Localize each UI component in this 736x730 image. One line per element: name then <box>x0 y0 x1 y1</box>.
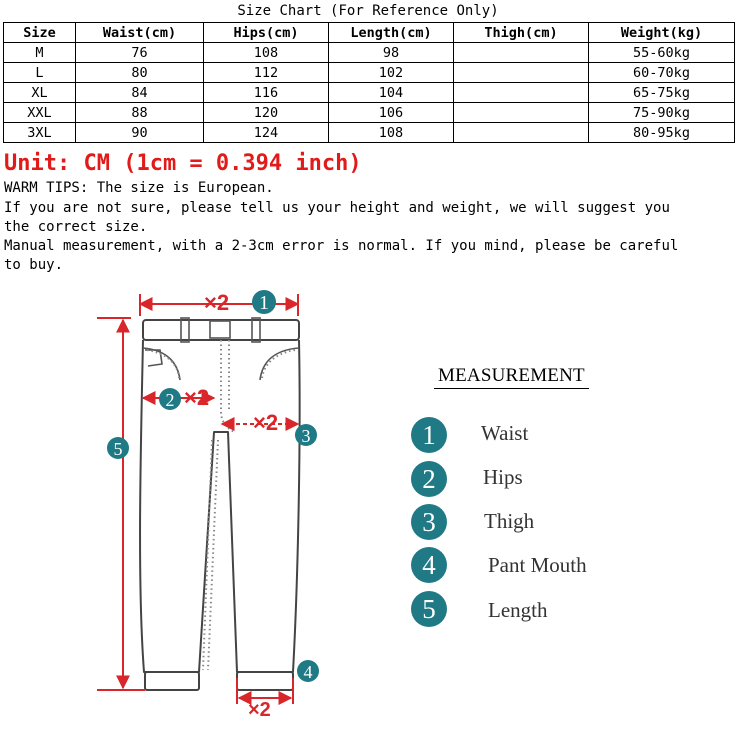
cell-thigh <box>454 63 589 83</box>
thigh-times-label: ×2 <box>253 410 279 435</box>
table-row <box>4 123 735 143</box>
badge-1: 1 <box>259 292 269 314</box>
cell-size: 3XL <box>4 123 76 143</box>
cell-hips: 108 <box>204 43 329 63</box>
header-size: Size <box>4 23 76 43</box>
cell-length: 106 <box>329 103 454 123</box>
tip-line: Manual measurement, with a 2-3cm error is normal. If you mind, please be careful <box>4 238 679 254</box>
badge-5: 5 <box>113 439 123 459</box>
tip-line: If you are not sure, please tell us your height and weight, we will suggest you <box>4 200 670 216</box>
waist-times-label: ×2 <box>204 290 230 315</box>
badge-2: 2 <box>165 390 175 410</box>
tip-line: WARM TIPS: The size is European. <box>4 180 274 196</box>
cell-weight: 60-70kg <box>589 63 735 83</box>
cell-weight: 55-60kg <box>589 43 735 63</box>
cell-thigh <box>454 43 589 63</box>
legend-badge-1: 1 <box>411 417 447 453</box>
cell-waist: 84 <box>76 83 204 103</box>
size-table <box>3 22 735 143</box>
legend-label-length: Length <box>488 598 548 622</box>
tip-line: to buy. <box>4 257 64 273</box>
cell-size: XXL <box>4 103 76 123</box>
cell-hips: 120 <box>204 103 329 123</box>
cell-waist: 76 <box>76 43 204 63</box>
cell-waist: 80 <box>76 63 204 83</box>
cell-weight: 75-90kg <box>589 103 735 123</box>
table-row <box>4 43 735 63</box>
legend-label-hips: Hips <box>483 465 523 489</box>
cell-thigh <box>454 83 589 103</box>
badge-3: 3 <box>301 426 311 446</box>
header-waist: Waist(cm) <box>76 23 204 43</box>
pants-diagram <box>0 280 340 725</box>
cell-length: 98 <box>329 43 454 63</box>
header-length: Length(cm) <box>329 23 454 43</box>
chart-title: Size Chart (For Reference Only) <box>237 3 499 19</box>
hips-times-label: ×2 <box>184 385 210 410</box>
cell-hips: 112 <box>204 63 329 83</box>
cell-hips: 116 <box>204 83 329 103</box>
header-thigh: Thigh(cm) <box>454 23 589 43</box>
badge-4: 4 <box>303 662 313 682</box>
cell-weight: 80-95kg <box>589 123 735 143</box>
cell-length: 104 <box>329 83 454 103</box>
table-row <box>4 83 735 103</box>
unit-note: Unit: CM (1cm = 0.394 inch) <box>4 151 362 176</box>
header-weight: Weight(kg) <box>589 23 735 43</box>
tip-line: the correct size. <box>4 219 148 235</box>
cell-waist: 88 <box>76 103 204 123</box>
cell-length: 102 <box>329 63 454 83</box>
table-header-row <box>4 23 735 43</box>
legend-label-waist: Waist <box>481 421 529 445</box>
header-hips: Hips(cm) <box>204 23 329 43</box>
table-row <box>4 103 735 123</box>
cell-hips: 124 <box>204 123 329 143</box>
cell-weight: 65-75kg <box>589 83 735 103</box>
legend-label-pant-mouth: Pant Mouth <box>488 553 587 577</box>
cell-size: XL <box>4 83 76 103</box>
pants-outline <box>140 320 300 690</box>
cell-size: M <box>4 43 76 63</box>
measurement-title: MEASUREMENT <box>434 365 589 389</box>
legend-badge-4: 4 <box>411 547 447 583</box>
mouth-times-label: ×2 <box>248 699 271 721</box>
legend-badge-5: 5 <box>411 591 447 627</box>
cell-waist: 90 <box>76 123 204 143</box>
cell-thigh <box>454 103 589 123</box>
cell-length: 108 <box>329 123 454 143</box>
legend-label-thigh: Thigh <box>484 509 535 533</box>
cell-size: L <box>4 63 76 83</box>
legend-badge-3: 3 <box>411 504 447 540</box>
cell-thigh <box>454 123 589 143</box>
legend-badge-2: 2 <box>411 461 447 497</box>
table-row <box>4 63 735 83</box>
